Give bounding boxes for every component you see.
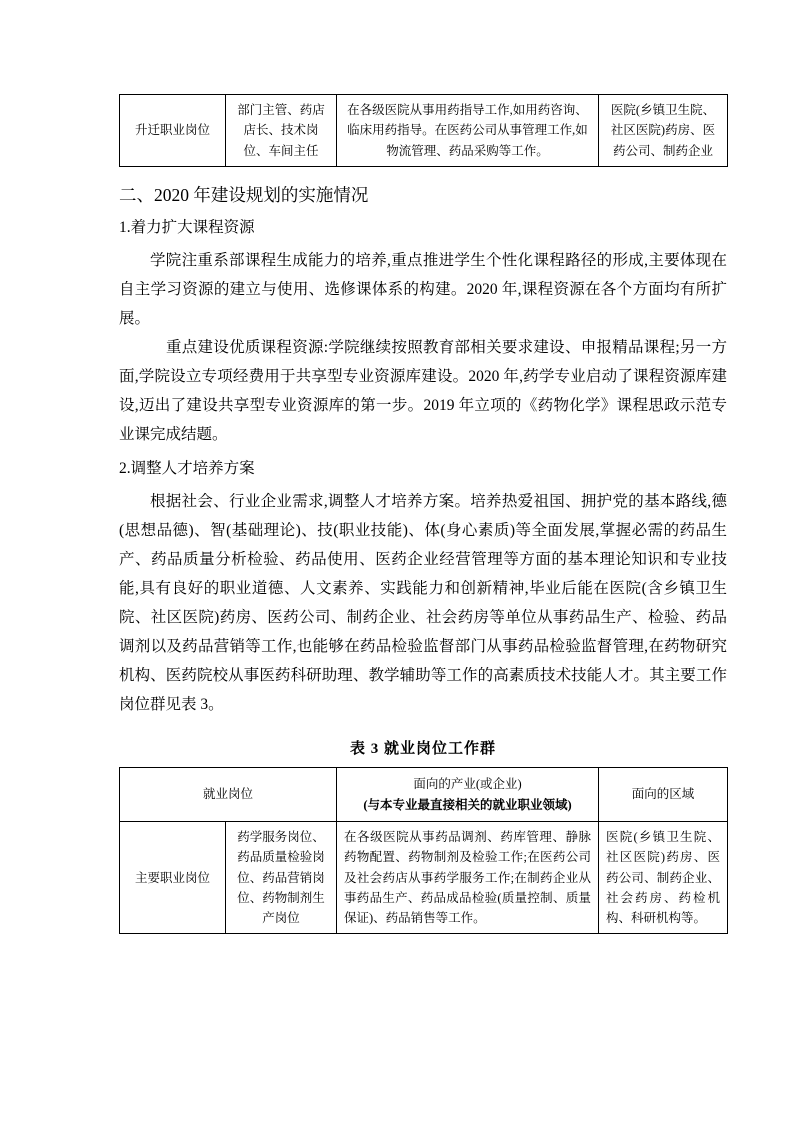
jobs-region-cell: 医院(乡镇卫生院、社区医院)药房、医药公司、制药企业、社会药房、药检机构、科研机构等。 xyxy=(599,822,728,934)
promotion-roles-cell: 部门主管、药店店长、技术岗位、车间主任 xyxy=(226,95,337,167)
jobs-roles-cell: 药学服务岗位、药品质量检验岗位、药品营销岗位、药物制剂生产岗位 xyxy=(226,822,337,934)
jobs-header-industry xyxy=(337,768,599,822)
jobs-header-region: 面向的区域 xyxy=(599,768,728,822)
paragraph: 学院注重系部课程生成能力的培养,重点推进学生个性化课程路径的形成,主要体现在自主学习资源的建立与使用、选修课体系的构建。2020 年,课程资源在各个方面均有所扩展。 xyxy=(119,252,727,327)
paragraph: 根据社会、行业企业需求,调整人才培养方案。培养热爱祖国、拥护党的基本路线,德(思想品德)、智(基础理论)、技(职业技能)、体(身心素质)等全面发展,掌握必需的药品生产、药品质量分析检验、药品使用、医药企业经营管理等方面的基本理论知识和专业技能,具有良好的职业道德、人文素养、实践能力和创新精神,毕业后能在医院(含乡镇卫生院、社区医院)药房、医药公司、制药企业、社会药房等单位从事药品生产、检验、药品调剂以及药品营销等工作,也能够在药品检验监督部门从事药品检验监督管理,在药物研究机构、医药院校从事医药科研助理、教学辅助等工作的高素质技术技能人才。其主要工作岗位群见表 3。 xyxy=(119,493,727,713)
jobs-industry-cell: 在各级医院从事药品调剂、药库管理、静脉药物配置、药物制剂及检验工作;在医药公司及社会药店从事药学服务工作;在制药企业从事药品生产、药品成品检验(质量控制、质量保证)、药品销售等工作。 xyxy=(337,822,599,934)
table-row xyxy=(120,95,728,167)
subsection-title-2: 2.调整人才培养方案 xyxy=(119,460,255,477)
jobs-header-industry-line1: 面向的产业(或企业) xyxy=(413,777,522,792)
jobs-main-position-cell: 主要职业岗位 xyxy=(120,822,226,934)
paragraph: 重点建设优质课程资源:学院继续按照教育部相关要求建设、申报精品课程;另一方面,学院设立专项经费用于共享型专业资源库建设。2020 年,药学专业启动了课程资源库建设,迈出了建设共享型专业资源库的第一步。2019 年立项的《药物化学》课程思政示范专业课完成结题。 xyxy=(119,339,727,443)
section-heading: 二、2020 年建设规划的实施情况 xyxy=(119,185,369,205)
jobs-header-position: 就业岗位 xyxy=(120,768,337,822)
jobs-table-header-row xyxy=(120,768,728,822)
jobs-header-industry-line2: (与本专业最直接相关的就业职业领域) xyxy=(363,797,572,812)
jobs-table xyxy=(119,767,728,934)
promotion-region-cell: 医院(乡镇卫生院、社区医院)药房、医药公司、制药企业 xyxy=(599,95,728,167)
promotion-positions-table xyxy=(119,94,728,167)
jobs-table-row xyxy=(120,822,728,934)
promotion-industry-cell: 在各级医院从事用药指导工作,如用药咨询、临床用药指导。在医药公司从事管理工作,如物流管理、药品采购等工作。 xyxy=(337,95,599,167)
promotion-position-cell: 升迁职业岗位 xyxy=(120,95,226,167)
table3-caption: 表 3 就业岗位工作群 xyxy=(349,741,496,757)
subsection-title-1: 1.着力扩大课程资源 xyxy=(119,219,255,236)
